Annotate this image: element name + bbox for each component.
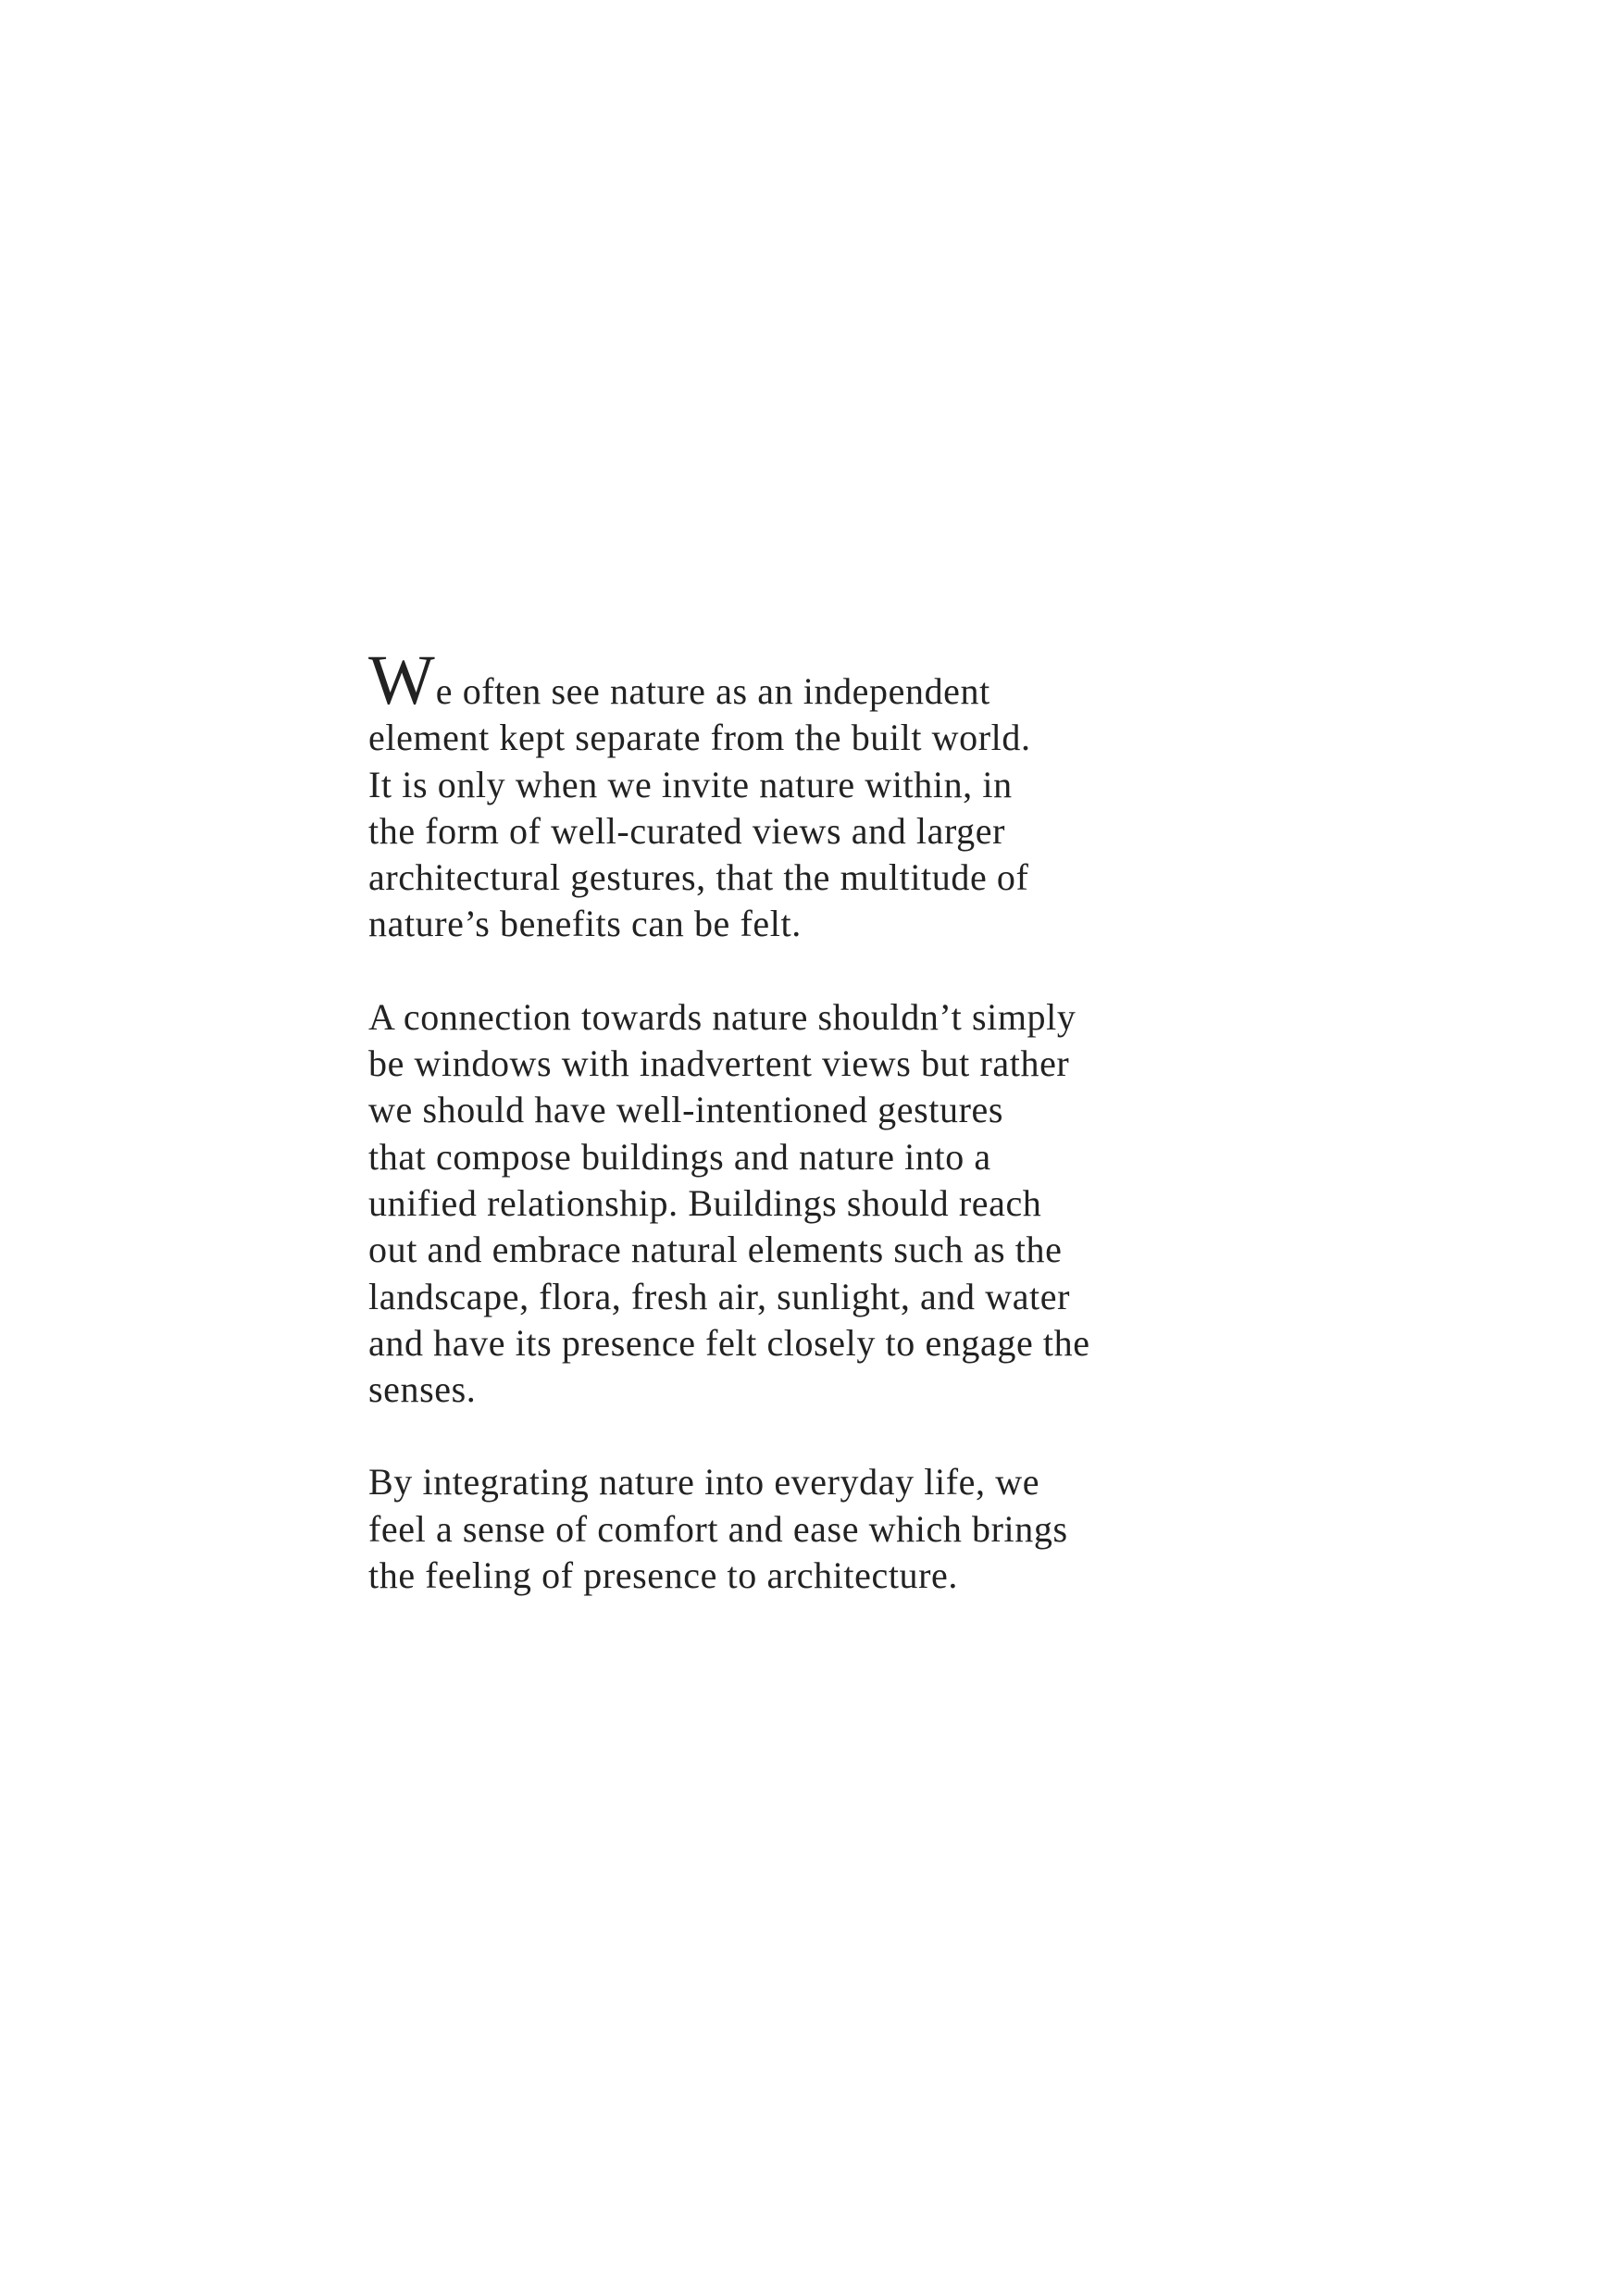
paragraph-3 xyxy=(368,1459,1294,1599)
text-line: the form of well-curated views and larger xyxy=(368,809,1006,852)
text-line: A connection towards nature shouldn’t simply xyxy=(368,995,1077,1038)
text-line: out and embrace natural elements such as the xyxy=(368,1229,1063,1271)
text-line: be windows with inadvertent views but rather xyxy=(368,1042,1070,1085)
text-line: that compose buildings and nature into a xyxy=(368,1135,991,1178)
text-line: nature’s benefits can be felt. xyxy=(368,903,802,945)
text-line: feel a sense of comfort and ease which brings xyxy=(368,1507,1068,1550)
text-line: By integrating nature into everyday life, we xyxy=(368,1461,1040,1504)
text-line: element kept separate from the built world. xyxy=(368,717,1031,759)
text-line: architectural gestures, that the multitude of xyxy=(368,856,1029,899)
body-text xyxy=(368,642,1294,1645)
text-line: and have its presence felt closely to engage the xyxy=(368,1321,1090,1364)
text-line: senses. xyxy=(368,1368,477,1411)
paragraph-1 xyxy=(368,642,1294,948)
text-line: It is only when we invite nature within, in xyxy=(368,763,1013,805)
text-line: We often see nature as an independent xyxy=(368,642,990,719)
text-line: the feeling of presence to architecture. xyxy=(368,1554,959,1597)
text-line: unified relationship. Buildings should reach xyxy=(368,1181,1042,1224)
paragraph-2 xyxy=(368,994,1294,1414)
text-line: landscape, flora, fresh air, sunlight, and water xyxy=(368,1275,1071,1317)
text-line: we should have well-intentioned gestures xyxy=(368,1089,1004,1131)
drop-cap: W xyxy=(368,642,435,719)
